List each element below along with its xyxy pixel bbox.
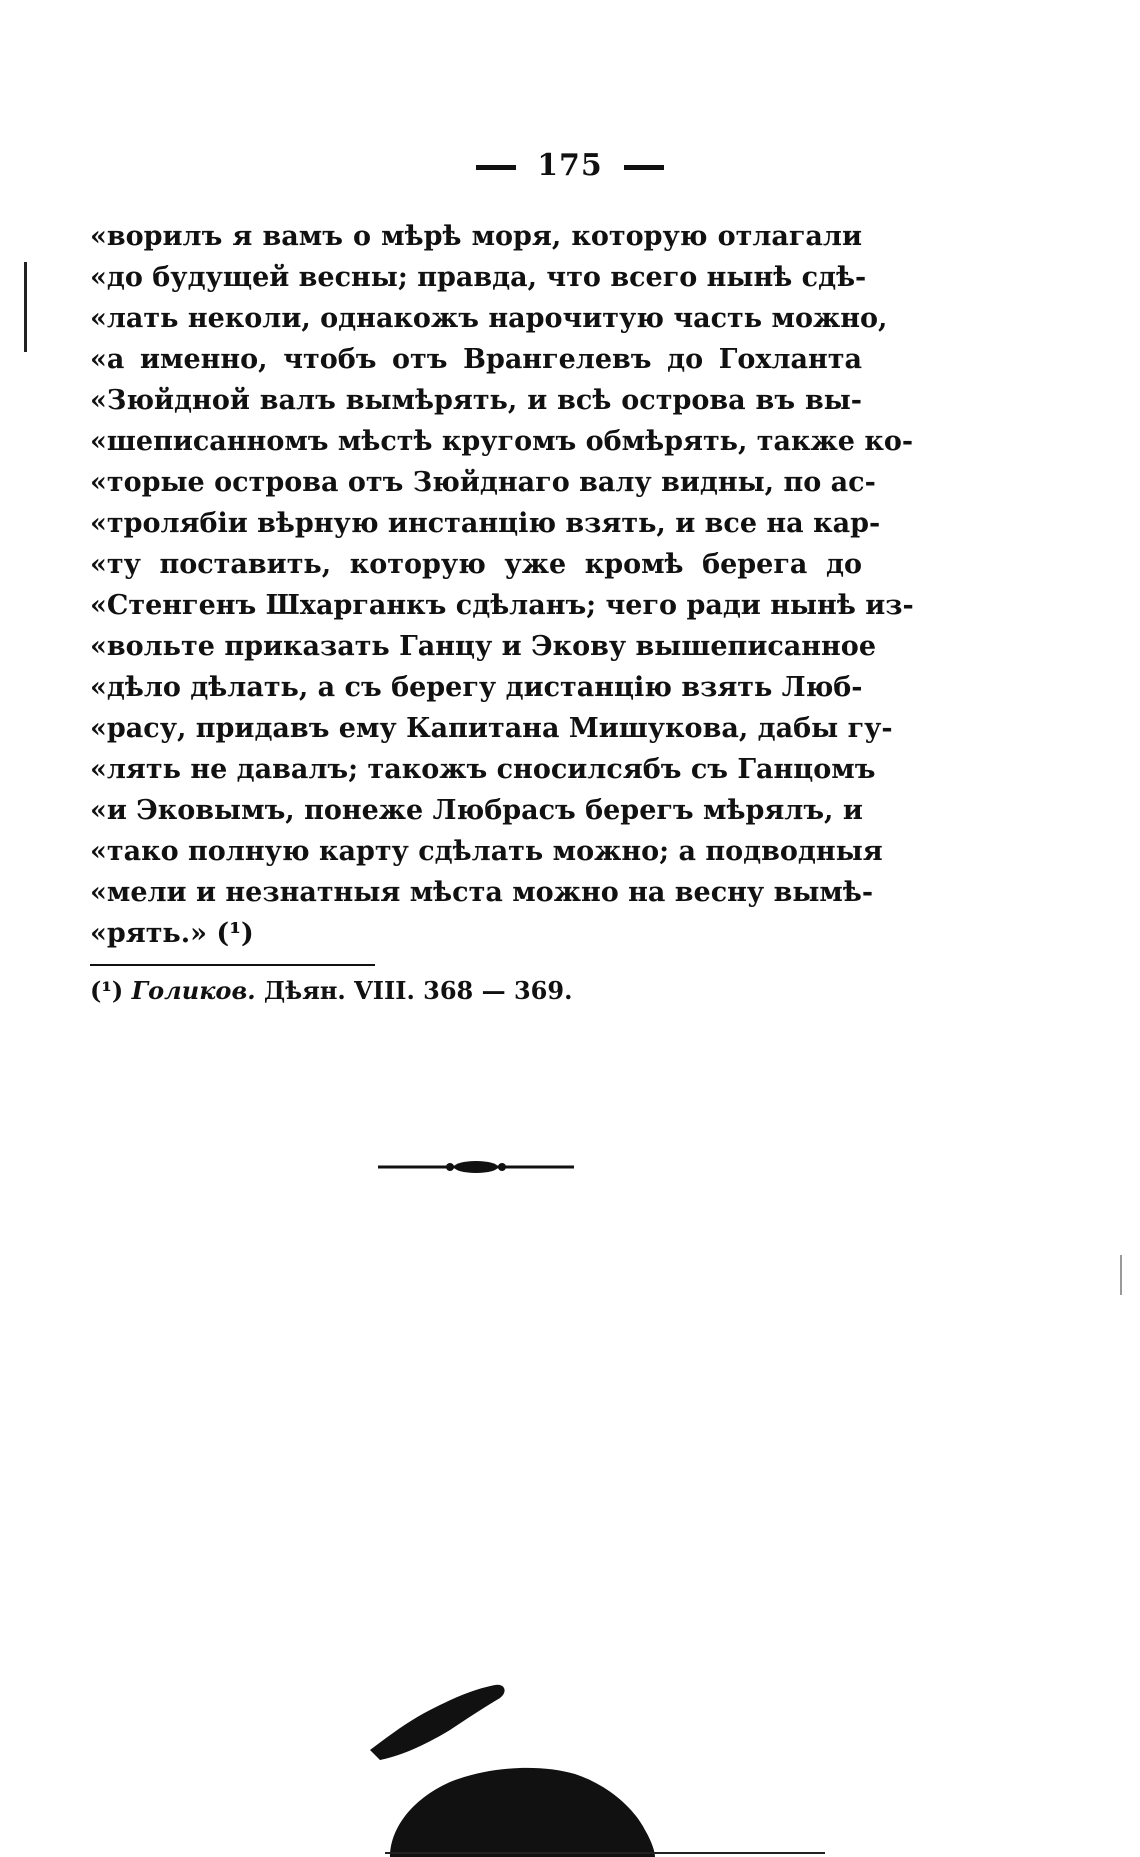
- text-line: «шеписанномъ мѣстѣ кругомъ обмѣрять, также ко-: [90, 426, 914, 457]
- ink-blot-bottom: [370, 1760, 660, 1857]
- ink-blot-top: [370, 1680, 510, 1760]
- left-margin-mark: [24, 262, 27, 352]
- text-line: «и Эковымъ, понеже Любрасъ берегъ мѣрялъ, и: [90, 795, 863, 826]
- text-line: «до будущей весны; правда, что всего нынѣ сдѣ-: [90, 262, 867, 293]
- page-header: [0, 148, 1140, 183]
- end-ornament: [378, 1160, 574, 1174]
- text-line: «торые острова отъ Зюйднаго валу видны, по ас-: [90, 467, 876, 498]
- bottom-rule: [385, 1852, 825, 1854]
- text-line: «мели и незнатныя мѣста можно на весну вымѣ-: [90, 877, 874, 908]
- text-line: «тролябіи вѣрную инстанцію взять, и все на кар-: [90, 508, 881, 539]
- text-line: «лять не давалъ; такожъ сносилсябъ съ Ганцомъ: [90, 754, 876, 785]
- footnote-marker: (¹): [90, 976, 124, 1005]
- text-line: «вольте приказать Ганцу и Экову вышеписанное: [90, 631, 876, 662]
- text-line: «тако полную карту сдѣлать можно; а подводныя: [90, 836, 883, 867]
- text-line: «ту поставить, которую уже кромѣ берега до: [90, 549, 862, 580]
- text-line: «Стенгенъ Шхарганкъ сдѣланъ; чего ради нынѣ из-: [90, 590, 914, 621]
- right-margin-mark: [1120, 1255, 1122, 1295]
- text-line: «дѣло дѣлать, а съ берегу дистанцію взять Люб-: [90, 672, 863, 703]
- text-line: «лать неколи, однакожъ нарочитую часть можно,: [90, 303, 888, 334]
- footnote-rule: [90, 964, 375, 966]
- header-dash-right: [624, 165, 664, 170]
- page-number: 175: [537, 148, 603, 183]
- footnote-text: Дѣян. VIII. 368 — 369.: [263, 976, 573, 1005]
- header-dash-left: [476, 165, 516, 170]
- footnote: [90, 976, 572, 1005]
- text-line: «а именно, чтобъ отъ Врангелевъ до Гохланта: [90, 344, 862, 375]
- text-line: «расу, придавъ ему Капитана Мишукова, дабы гу-: [90, 713, 893, 744]
- text-line: «ворилъ я вамъ о мѣрѣ моря, которую отлагали: [90, 221, 862, 252]
- footnote-author: Голиков.: [131, 976, 256, 1005]
- text-line: «рять.» (¹): [90, 918, 254, 949]
- text-line: «Зюйдной валъ вымѣрять, и всѣ острова въ вы-: [90, 385, 862, 416]
- body-text: [90, 216, 914, 954]
